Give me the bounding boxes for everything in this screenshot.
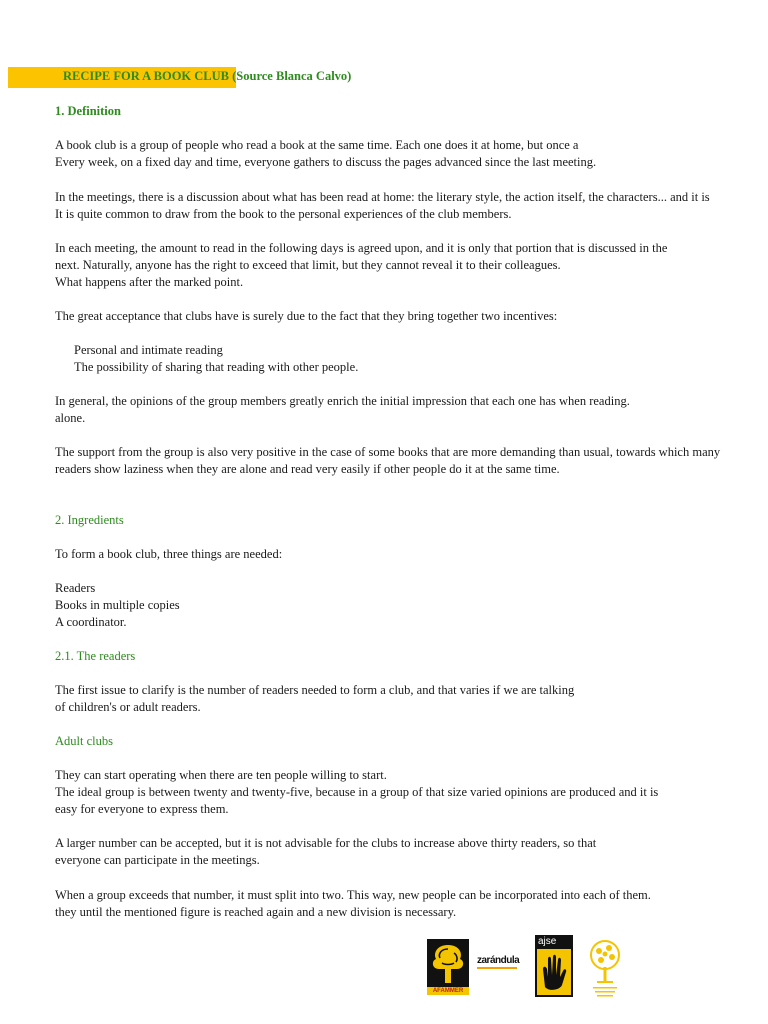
text-line: The first issue to clarify is the number of readers needed to form a club, and that varies if we are talking xyxy=(55,683,575,697)
afammer-logo xyxy=(427,939,469,995)
document-title xyxy=(63,69,351,84)
list-item: Books in multiple copies xyxy=(55,598,180,612)
text-line: The support from the group is also very positive in the case of some books that are more demanding than usual, towards which many xyxy=(55,445,721,459)
ajse-label: ajse xyxy=(538,936,557,947)
text-line: easy for everyone to express them. xyxy=(55,802,229,816)
definition-paragraph-3 xyxy=(55,240,767,291)
text-line: In general, the opinions of the group members greatly enrich the initial impression that each one has when reading. xyxy=(55,394,630,408)
text-line: everyone can participate in the meetings. xyxy=(55,853,260,867)
readers-heading: 2.1. The readers xyxy=(55,649,136,663)
text-line: A larger number can be accepted, but it is not advisable for the clubs to increase above thirty readers, so that xyxy=(55,836,597,850)
text-line: readers show laziness when they are alone and read very easily if other people do it at the same time. xyxy=(55,462,560,476)
definition-paragraph-2 xyxy=(55,189,767,223)
definition-paragraph-1 xyxy=(55,137,767,171)
adult-paragraph-3 xyxy=(55,887,767,921)
reading-plan-logo xyxy=(585,937,625,999)
adult-paragraph-1 xyxy=(55,767,767,818)
text-line: In the meetings, there is a discussion about what has been read at home: the literary style, the action itself, the characters... and it is xyxy=(55,190,710,204)
text-line: A book club is a group of people who read a book at the same time. Each one does it at home, but once a xyxy=(55,138,579,152)
adult-paragraph-2 xyxy=(55,835,767,869)
title-source: (Source Blanca Calvo) xyxy=(229,69,352,83)
text-line: The great acceptance that clubs have is surely due to the fact that they bring together two incentives: xyxy=(55,309,558,323)
definition-paragraph-5 xyxy=(55,393,767,427)
zarandula-logo xyxy=(477,955,525,983)
text-line: They can start operating when there are ten people willing to start. xyxy=(55,768,387,782)
zarandula-underline xyxy=(477,967,517,969)
text-line: When a group exceeds that number, it must split into two. This way, new people can be incorporated into each of them. xyxy=(55,888,651,902)
adult-clubs-heading: Adult clubs xyxy=(55,734,113,748)
afammer-label: AFAMMER xyxy=(432,988,464,994)
text-line: they until the mentioned figure is reached again and a new division is necessary. xyxy=(55,905,457,919)
text-line: of children's or adult readers. xyxy=(55,700,201,714)
definition-paragraph-4 xyxy=(55,308,767,325)
sponsor-logos xyxy=(425,935,625,1001)
text-line: It is quite common to draw from the book to the personal experiences of the club members. xyxy=(55,207,512,221)
text-line: In each meeting, the amount to read in the following days is agreed upon, and it is only that portion that is discussed in the xyxy=(55,241,668,255)
text-line: next. Naturally, anyone has the right to exceed that limit, but they cannot reveal it to their colleagues. xyxy=(55,258,561,272)
zarandula-label: zarándula xyxy=(477,955,520,966)
title-main: RECIPE FOR A BOOK CLUB xyxy=(63,69,229,83)
readers-paragraph xyxy=(55,682,767,716)
ingredients-intro xyxy=(55,546,767,563)
text-line: Every week, on a fixed day and time, everyone gathers to discuss the pages advanced since the last meeting. xyxy=(55,155,597,169)
text-line: To form a book club, three things are needed: xyxy=(55,547,283,561)
text-line: alone. xyxy=(55,411,86,425)
text-line: The ideal group is between twenty and twenty-five, because in a group of that size varied opinions are produced and it is xyxy=(55,785,659,799)
list-item: Personal and intimate reading xyxy=(74,343,223,357)
list-item: A coordinator. xyxy=(55,615,127,629)
incentives-list xyxy=(74,342,768,376)
ingredients-list xyxy=(55,580,767,631)
yellow-tree-icon xyxy=(585,937,625,999)
list-item: Readers xyxy=(55,581,96,595)
text-line: What happens after the marked point. xyxy=(55,275,244,289)
ajse-logo xyxy=(535,935,573,997)
definition-heading: 1. Definition xyxy=(55,104,121,118)
ingredients-heading: 2. Ingredients xyxy=(55,513,124,527)
definition-paragraph-6 xyxy=(55,444,767,478)
list-item: The possibility of sharing that reading with other people. xyxy=(74,360,359,374)
